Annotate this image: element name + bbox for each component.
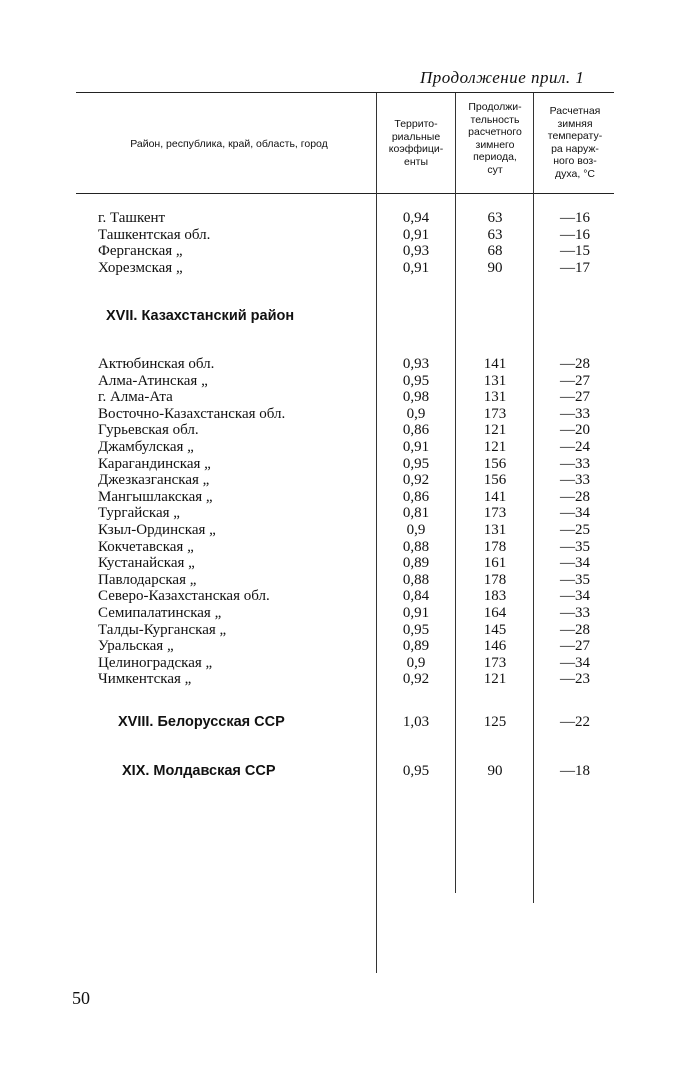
row-coef: 0,9 <box>406 405 426 422</box>
row-coef: 0,95 <box>402 763 430 779</box>
row-coef: 0,89 <box>402 638 430 655</box>
row-days: 173 <box>483 505 507 522</box>
row-days: 121 <box>483 422 507 439</box>
table-row <box>0 671 700 688</box>
table-row <box>0 439 700 456</box>
row-days: 146 <box>483 638 507 655</box>
row-coef: 0,88 <box>402 538 430 555</box>
row-name: XIX. Молдавская ССР <box>122 763 276 779</box>
row-temp: —24 <box>560 439 590 455</box>
table-row-moldova <box>0 763 700 780</box>
table-row <box>0 572 700 589</box>
row-days: 183 <box>483 588 507 605</box>
table-row <box>0 243 700 260</box>
row-name: Кустанайская „ <box>98 555 195 572</box>
row-name: Ташкентская обл. <box>98 226 211 243</box>
row-temp: —27 <box>560 638 590 655</box>
row-name: Талды-Курганская „ <box>98 621 227 638</box>
row-coef: 0,86 <box>402 422 430 439</box>
row-temp: —33 <box>560 405 590 422</box>
row-days: 90 <box>487 259 503 276</box>
row-coef: 0,95 <box>402 621 430 638</box>
table-row <box>0 622 700 639</box>
row-days: 121 <box>483 671 507 688</box>
row-coef: 0,84 <box>402 588 430 605</box>
table-row <box>0 456 700 473</box>
table-row <box>0 210 700 227</box>
row-days: 156 <box>483 455 507 472</box>
row-coef: 0,91 <box>402 259 430 276</box>
row-name: г. Алма-Ата <box>98 389 173 406</box>
row-coef: 0,9 <box>406 654 426 671</box>
row-days: 131 <box>483 389 507 406</box>
row-name: Мангышлакская „ <box>98 488 213 505</box>
row-days: 161 <box>483 555 507 572</box>
table-row <box>0 555 700 572</box>
table-row <box>0 638 700 655</box>
table-row <box>0 489 700 506</box>
row-days: 131 <box>483 522 507 538</box>
row-coef: 0,98 <box>402 389 430 406</box>
row-temp: —28 <box>560 488 590 505</box>
row-name: Алма-Атинская „ <box>98 372 208 389</box>
table-row <box>0 227 700 244</box>
row-name: Северо-Казахстанская обл. <box>98 588 270 605</box>
row-temp: —27 <box>560 372 590 389</box>
table-row <box>0 406 700 423</box>
row-coef: 0,95 <box>402 455 430 472</box>
row-temp: —35 <box>560 538 590 555</box>
row-name: Уральская „ <box>98 638 174 655</box>
row-days: 68 <box>487 243 503 259</box>
row-days: 90 <box>487 763 503 779</box>
row-temp: —33 <box>560 455 590 472</box>
row-temp: —34 <box>560 505 590 522</box>
row-days: 145 <box>483 621 507 638</box>
row-temp: —20 <box>560 422 590 439</box>
row-days: 178 <box>483 571 507 588</box>
table-row <box>0 356 700 373</box>
row-coef: 0,9 <box>406 522 426 538</box>
row-days: 156 <box>483 472 507 489</box>
section-heading-kazakhstan: XVII. Казахстанский район <box>106 308 295 324</box>
row-name: г. Ташкент <box>98 210 166 226</box>
column-header-temperature: Расчетная зимняя температу- ра наруж- ного воз- духа, °С <box>547 105 603 180</box>
row-name: Чимкентская „ <box>98 671 192 688</box>
table-row <box>0 373 700 390</box>
row-days: 125 <box>483 714 507 730</box>
row-days: 173 <box>483 405 507 422</box>
table-row-belarus <box>0 714 700 731</box>
row-name: Джезказганская „ <box>98 472 210 489</box>
row-days: 63 <box>487 226 503 243</box>
row-coef: 0,86 <box>402 488 430 505</box>
row-name: Кзыл-Ординская „ <box>98 522 216 538</box>
page-number: 50 <box>72 988 90 1008</box>
table-row <box>0 389 700 406</box>
column-header-coef: Террито- риальные коэффици- енты <box>388 118 444 168</box>
row-name: Семипалатинская „ <box>98 605 222 621</box>
row-temp: —34 <box>560 588 590 605</box>
row-name: Кокчетавская „ <box>98 538 194 555</box>
column-header-region: Район, республика, край, область, город <box>130 138 328 150</box>
column-header-duration: Продолжи- тельность расчетного зимнего периода, сут <box>468 101 522 176</box>
row-temp: —15 <box>560 243 590 259</box>
row-coef: 0,94 <box>402 210 430 226</box>
row-name: Восточно-Казахстанская обл. <box>98 405 286 422</box>
row-coef: 0,91 <box>402 605 430 621</box>
table-row <box>0 505 700 522</box>
row-days: 131 <box>483 372 507 389</box>
row-temp: —28 <box>560 621 590 638</box>
table-row <box>0 605 700 622</box>
row-name: Карагандинская „ <box>98 455 211 472</box>
row-temp: —34 <box>560 555 590 572</box>
row-coef: 0,81 <box>402 505 430 522</box>
row-name: Актюбинская обл. <box>98 356 215 372</box>
row-days: 63 <box>487 210 503 226</box>
row-name: Гурьевская обл. <box>98 422 199 439</box>
row-name: Хорезмская „ <box>98 259 183 276</box>
row-coef: 0,88 <box>402 571 430 588</box>
row-coef: 0,93 <box>402 243 430 259</box>
table-row <box>0 260 700 277</box>
row-temp: —34 <box>560 654 590 671</box>
row-temp: —33 <box>560 472 590 489</box>
row-temp: —27 <box>560 389 590 406</box>
row-name: XVIII. Белорусская ССР <box>118 714 285 730</box>
row-coef: 0,93 <box>402 356 430 372</box>
row-days: 121 <box>483 439 507 455</box>
row-name: Павлодарская „ <box>98 571 197 588</box>
table-row <box>0 472 700 489</box>
row-temp: —33 <box>560 605 590 621</box>
row-name: Джамбулская „ <box>98 439 194 455</box>
row-name: Тургайская „ <box>98 505 180 522</box>
row-coef: 0,91 <box>402 226 430 243</box>
table-row <box>0 655 700 672</box>
continuation-note: Продолжение прил. 1 <box>420 68 585 87</box>
row-coef: 0,92 <box>402 671 430 688</box>
row-temp: —25 <box>560 522 590 538</box>
row-name: Целиноградская „ <box>98 654 213 671</box>
table-row <box>0 422 700 439</box>
row-temp: —28 <box>560 356 590 372</box>
row-coef: 0,89 <box>402 555 430 572</box>
row-days: 173 <box>483 654 507 671</box>
row-days: 178 <box>483 538 507 555</box>
row-days: 164 <box>483 605 507 621</box>
table-row <box>0 522 700 539</box>
row-coef: 0,92 <box>402 472 430 489</box>
row-coef: 0,91 <box>402 439 430 455</box>
row-coef: 1,03 <box>402 714 430 730</box>
row-temp: —22 <box>560 714 590 730</box>
row-name: Ферганская „ <box>98 243 183 259</box>
row-temp: —16 <box>560 226 590 243</box>
row-days: 141 <box>483 488 507 505</box>
row-temp: —35 <box>560 571 590 588</box>
row-days: 141 <box>483 356 507 372</box>
table-row <box>0 588 700 605</box>
table-row <box>0 539 700 556</box>
row-temp: —17 <box>560 259 590 276</box>
row-temp: —23 <box>560 671 590 688</box>
row-temp: —16 <box>560 210 590 226</box>
row-coef: 0,95 <box>402 372 430 389</box>
row-temp: —18 <box>560 763 590 779</box>
